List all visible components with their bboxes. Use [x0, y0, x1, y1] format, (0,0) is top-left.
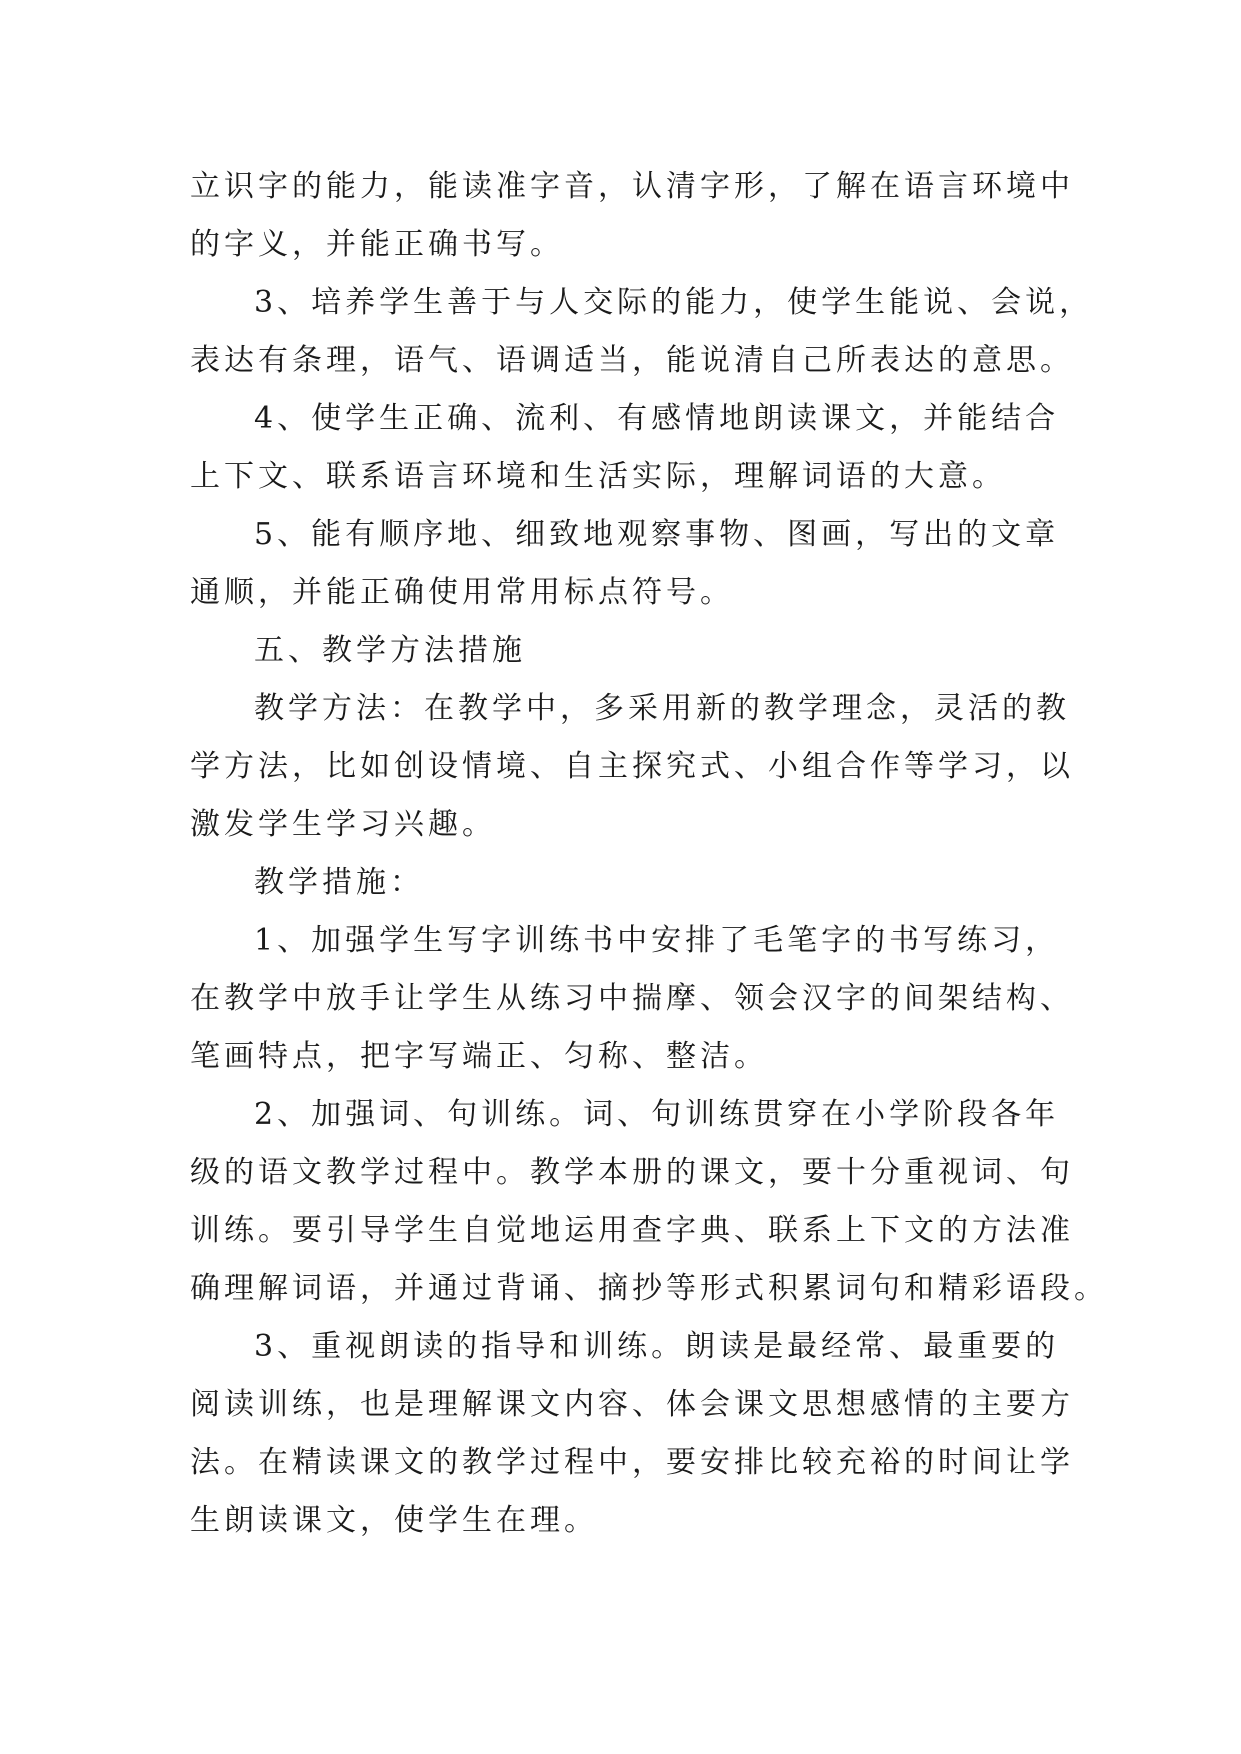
text-line: 教学方法：在教学中，多采用新的教学理念，灵活的教	[254, 691, 1070, 726]
text-line: 3、重视朗读的指导和训练。朗读是最经常、最重要的	[254, 1329, 1060, 1364]
text-line: 确理解词语，并通过背诵、摘抄等形式积累词句和精彩语段。	[190, 1271, 1108, 1306]
text-line: 五、教学方法措施	[254, 633, 526, 668]
text-line: 级的语文教学过程中。教学本册的课文，要十分重视词、句	[190, 1155, 1074, 1190]
text-line: 立识字的能力，能读准字音，认清字形，了解在语言环境中	[190, 169, 1074, 204]
text-line: 通顺，并能正确使用常用标点符号。	[190, 575, 734, 610]
text-line: 1、加强学生写字训练书中安排了毛笔字的书写练习，	[254, 923, 1060, 958]
text-line: 3、培养学生善于与人交际的能力，使学生能说、会说，	[254, 285, 1094, 320]
text-line: 训练。要引导学生自觉地运用查字典、联系上下文的方法准	[190, 1213, 1074, 1248]
text-line: 2、加强词、句训练。词、句训练贯穿在小学阶段各年	[254, 1097, 1060, 1132]
text-line: 法。在精读课文的教学过程中，要安排比较充裕的时间让学	[190, 1445, 1074, 1480]
text-line: 在教学中放手让学生从练习中揣摩、领会汉字的间架结构、	[190, 981, 1074, 1016]
text-line: 5、能有顺序地、细致地观察事物、图画，写出的文章	[254, 517, 1060, 552]
text-line: 阅读训练，也是理解课文内容、体会课文思想感情的主要方	[190, 1387, 1074, 1422]
text-line: 学方法，比如创设情境、自主探究式、小组合作等学习，以	[190, 749, 1074, 784]
text-line: 教学措施：	[254, 865, 424, 900]
text-line: 上下文、联系语言环境和生活实际，理解词语的大意。	[190, 459, 1006, 494]
document-body	[190, 158, 1108, 1550]
text-line: 生朗读课文，使学生在理。	[190, 1503, 598, 1538]
text-line: 4、使学生正确、流利、有感情地朗读课文，并能结合	[254, 401, 1060, 436]
text-line: 的字义，并能正确书写。	[190, 227, 564, 262]
text-line: 笔画特点，把字写端正、匀称、整洁。	[190, 1039, 768, 1074]
text-line: 表达有条理，语气、语调适当，能说清自己所表达的意思。	[190, 343, 1074, 378]
text-line: 激发学生学习兴趣。	[190, 807, 496, 842]
